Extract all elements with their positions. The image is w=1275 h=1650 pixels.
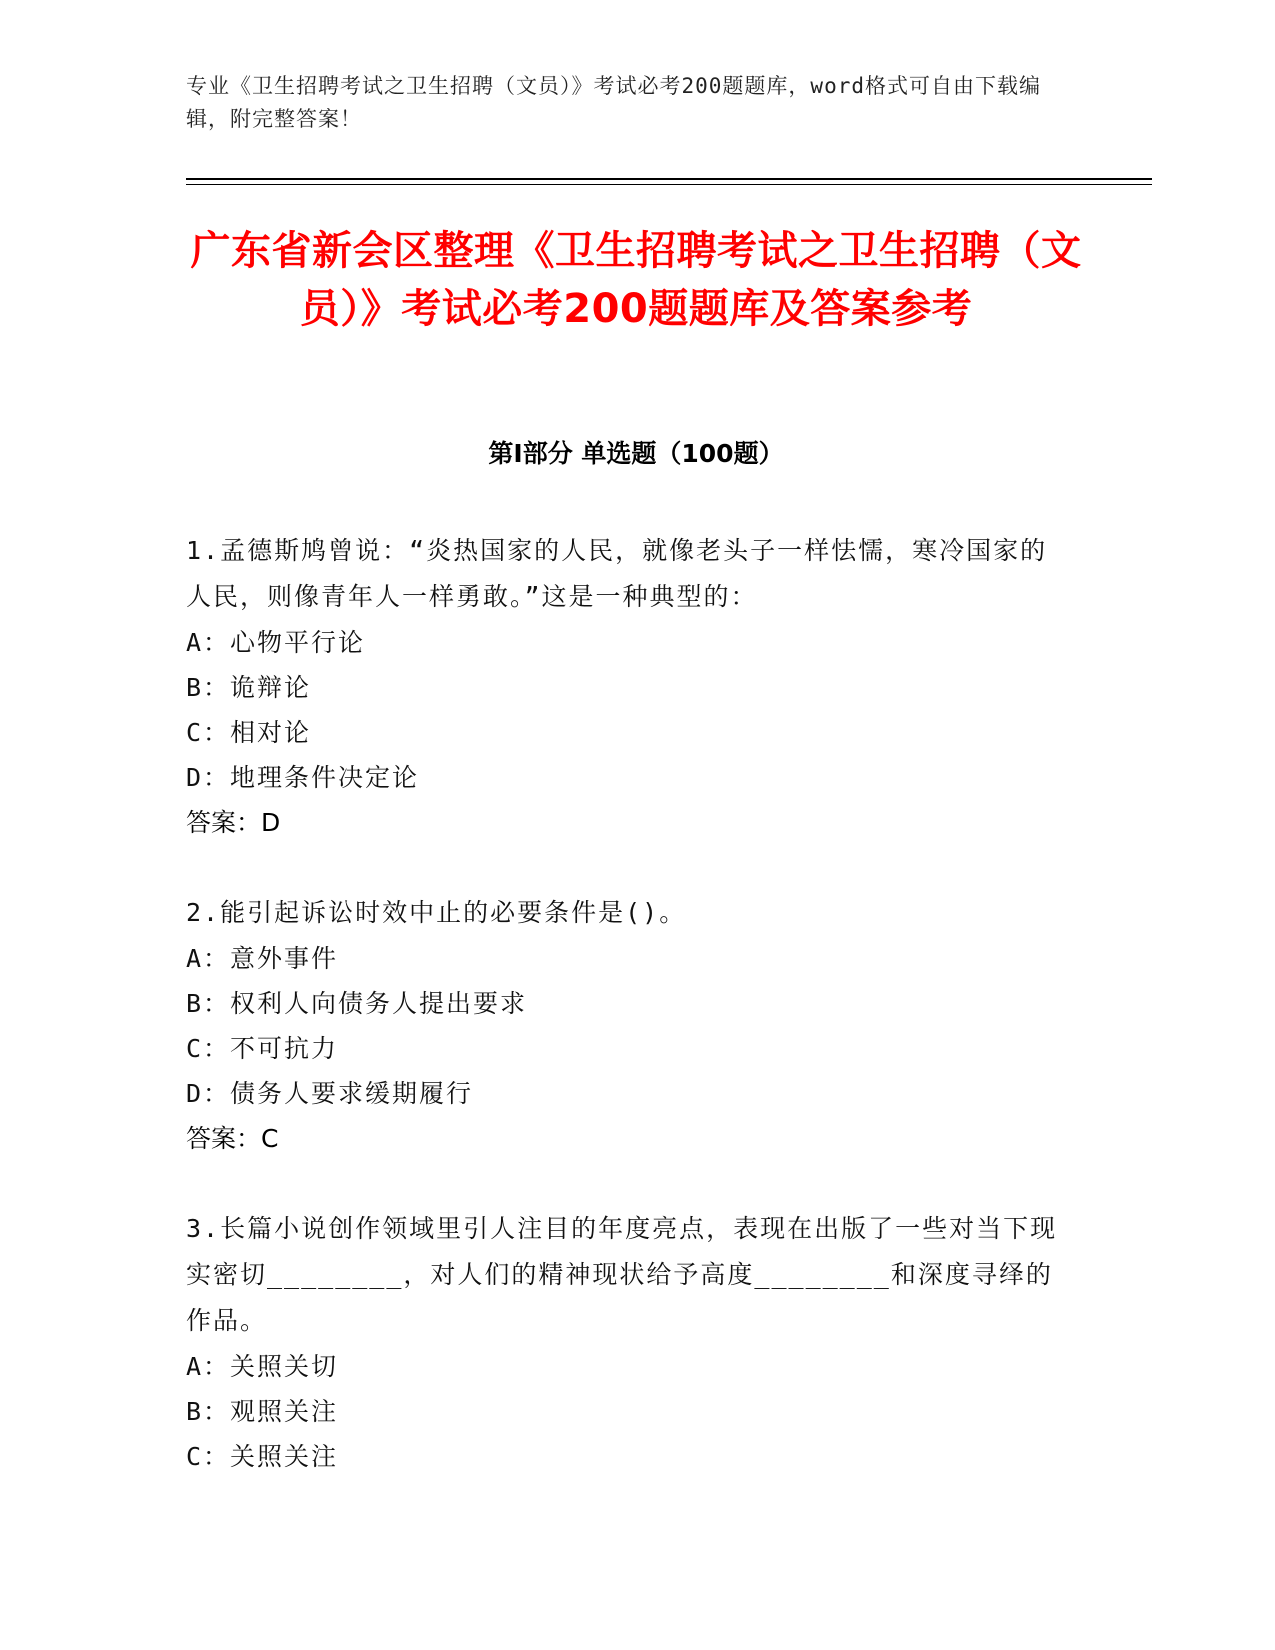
option-b: B：观照关注 <box>186 1397 339 1426</box>
option-a: A：关照关切 <box>186 1352 339 1381</box>
option-a: A：心物平行论 <box>186 628 366 657</box>
question-2 <box>186 890 1066 1161</box>
answer-line: 答案：D <box>186 808 281 837</box>
header-note: 专业《卫生招聘考试之卫生招聘（文员）》考试必考200题题库，word格式可自由下载编辑，附完整答案！ <box>186 74 1041 131</box>
option-b: B：权利人向债务人提出要求 <box>186 989 528 1018</box>
option-d: D：债务人要求缓期履行 <box>186 1079 474 1108</box>
answer-line: 答案：C <box>186 1124 279 1153</box>
option-d: D：地理条件决定论 <box>186 763 420 792</box>
header-divider-thin <box>186 184 1152 185</box>
option-c: C：不可抗力 <box>186 1034 339 1063</box>
question-3 <box>186 1206 1066 1479</box>
option-c: C：关照关注 <box>186 1442 339 1471</box>
section-heading: 第Ⅰ部分 单选题（100题） <box>488 439 784 468</box>
question-stem: 3.长篇小说创作领域里引人注目的年度亮点，表现在出版了一些对当下现实密切________，对人们的精神现状给予高度________和深度寻绎的作品。 <box>186 1214 1058 1335</box>
option-b: B：诡辩论 <box>186 673 312 702</box>
question-stem: 1.孟德斯鸠曾说：“炎热国家的人民，就像老头子一样怯懦，寒冷国家的人民，则像青年人一样勇敢。”这是一种典型的： <box>186 536 1048 611</box>
question-1 <box>186 528 1066 845</box>
option-c: C：相对论 <box>186 718 312 747</box>
question-stem: 2.能引起诉讼时效中止的必要条件是()。 <box>186 898 687 927</box>
option-a: A：意外事件 <box>186 944 339 973</box>
document-title: 广东省新会区整理《卫生招聘考试之卫生招聘（文员）》考试必考200题题库及答案参考 <box>190 228 1082 332</box>
question-list <box>186 528 1066 1524</box>
header-divider-thick <box>186 178 1152 180</box>
